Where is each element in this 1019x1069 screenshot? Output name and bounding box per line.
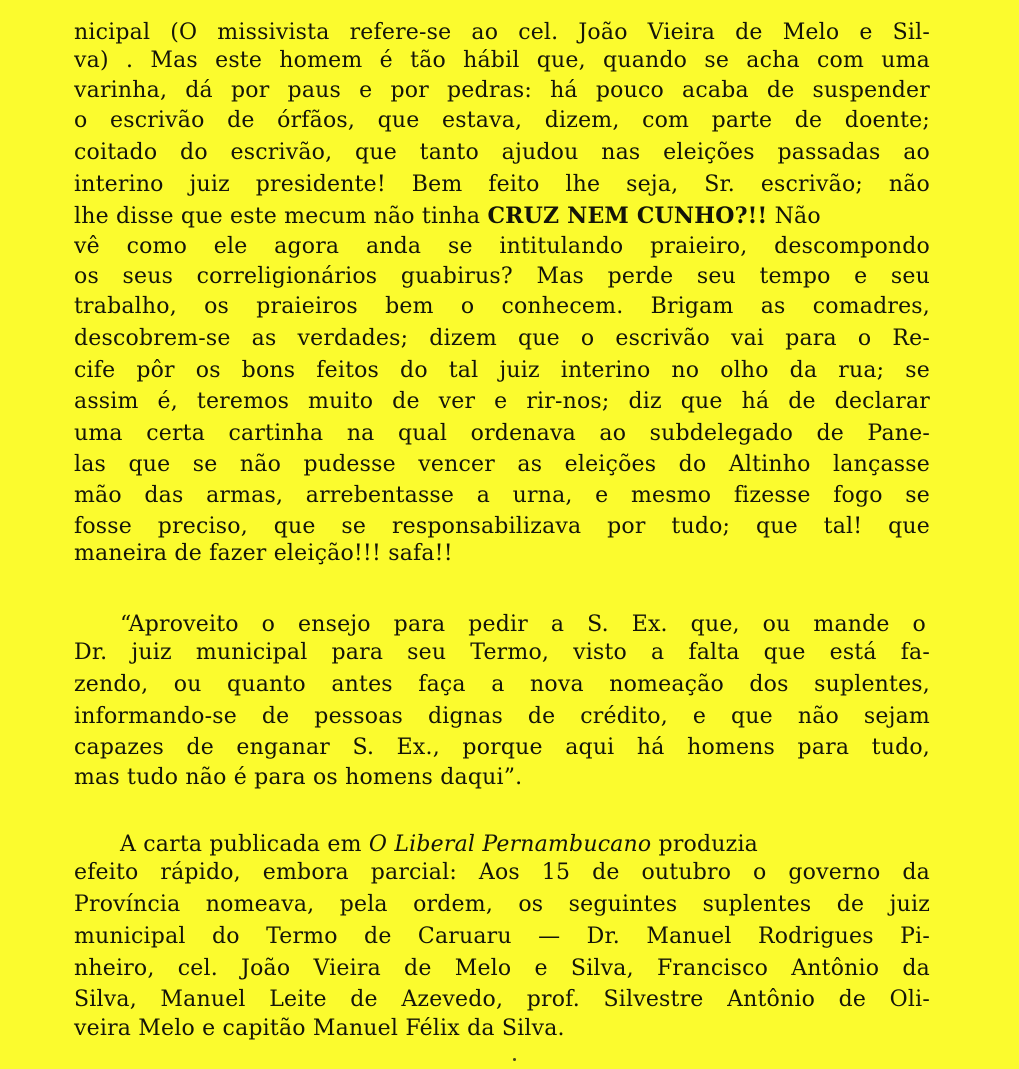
text-run <box>120 832 758 858</box>
text-line: uma certa cartinha na qual ordenava ao subdelegado de Pane- <box>74 421 930 446</box>
text-line: nicipal (O missivista refere-se ao cel. João Vieira de Melo e Sil- <box>74 20 930 45</box>
text-line: os seus correligionários guabirus? Mas perde seu tempo e seu <box>74 264 930 289</box>
text-line: mas tudo não é para os homens daqui”. <box>74 765 523 790</box>
text-line: descobrem-se as verdades; dizem que o escrivão vai para o Re- <box>74 326 930 351</box>
newspaper-title: O Liberal Pernambucano <box>368 832 652 857</box>
scan-speck <box>513 1058 516 1061</box>
text-line: efeito rápido, embora parcial: Aos 15 de outubro o governo da <box>74 860 930 885</box>
text-line: Dr. juiz municipal para seu Termo, visto a falta que está fa- <box>74 640 930 665</box>
text-line: maneira de fazer eleição!!! safa!! <box>74 541 453 566</box>
text-line: municipal do Termo de Caruaru — Dr. Manuel Rodrigues Pi- <box>74 924 930 949</box>
text-line: zendo, ou quanto antes faça a nova nomeação dos suplentes, <box>74 672 930 697</box>
text-line: varinha, dá por paus e por pedras: há pouco acaba de suspender <box>74 78 930 103</box>
text-line: vê como ele agora anda se intitulando praieiro, descompondo <box>74 234 930 259</box>
text-line: interino juiz presidente! Bem feito lhe seja, Sr. escrivão; não <box>74 172 930 197</box>
text-line <box>120 832 918 858</box>
text-line: las que se não pudesse vencer as eleições do Altinho lançasse <box>74 452 930 477</box>
text-line: cife pôr os bons feitos do tal juiz interino no olho da rua; se <box>74 358 930 383</box>
text-line: veira Melo e capitão Manuel Félix da Silva. <box>74 1016 565 1041</box>
text-line: va) . Mas este homem é tão hábil que, quando se acha com uma <box>74 48 930 73</box>
text-line: “Aproveito o ensejo para pedir a S. Ex. que, ou mande o <box>120 612 926 637</box>
text-line: trabalho, os praieiros bem o conhecem. Brigam as comadres, <box>74 294 930 319</box>
text-run: A carta publicada em <box>120 832 369 857</box>
text-line: nheiro, cel. João Vieira de Melo e Silva, Francisco Antônio da <box>74 956 930 981</box>
text-line: informando-se de pessoas dignas de crédito, e que não sejam <box>74 704 930 729</box>
text-run: produzia <box>651 832 758 857</box>
text-line: Província nomeava, pela ordem, os seguintes suplentes de juiz <box>74 892 930 917</box>
text-line: fosse preciso, que se responsabilizava por tudo; que tal! que <box>74 514 930 539</box>
text-line: assim é, teremos muito de ver e rir-nos; diz que há de declarar <box>74 389 930 414</box>
text-line: coitado do escrivão, que tanto ajudou nas eleições passadas ao <box>74 140 930 165</box>
emphasis-caps: CRUZ NEM CUNHO?!! <box>487 203 768 229</box>
text-run: Não <box>767 204 821 229</box>
text-line: mão das armas, arrebentasse a urna, e mesmo fizesse fogo se <box>74 483 930 508</box>
text-line: capazes de enganar S. Ex., porque aqui há homens para tudo, <box>74 735 930 760</box>
text-line: o escrivão de órfãos, que estava, dizem, com parte de doente; <box>74 108 930 133</box>
text-run: lhe disse que este mecum não tinha <box>74 204 488 229</box>
text-line: Silva, Manuel Leite de Azevedo, prof. Silvestre Antônio de Oli- <box>74 987 930 1012</box>
text-line <box>74 203 930 230</box>
